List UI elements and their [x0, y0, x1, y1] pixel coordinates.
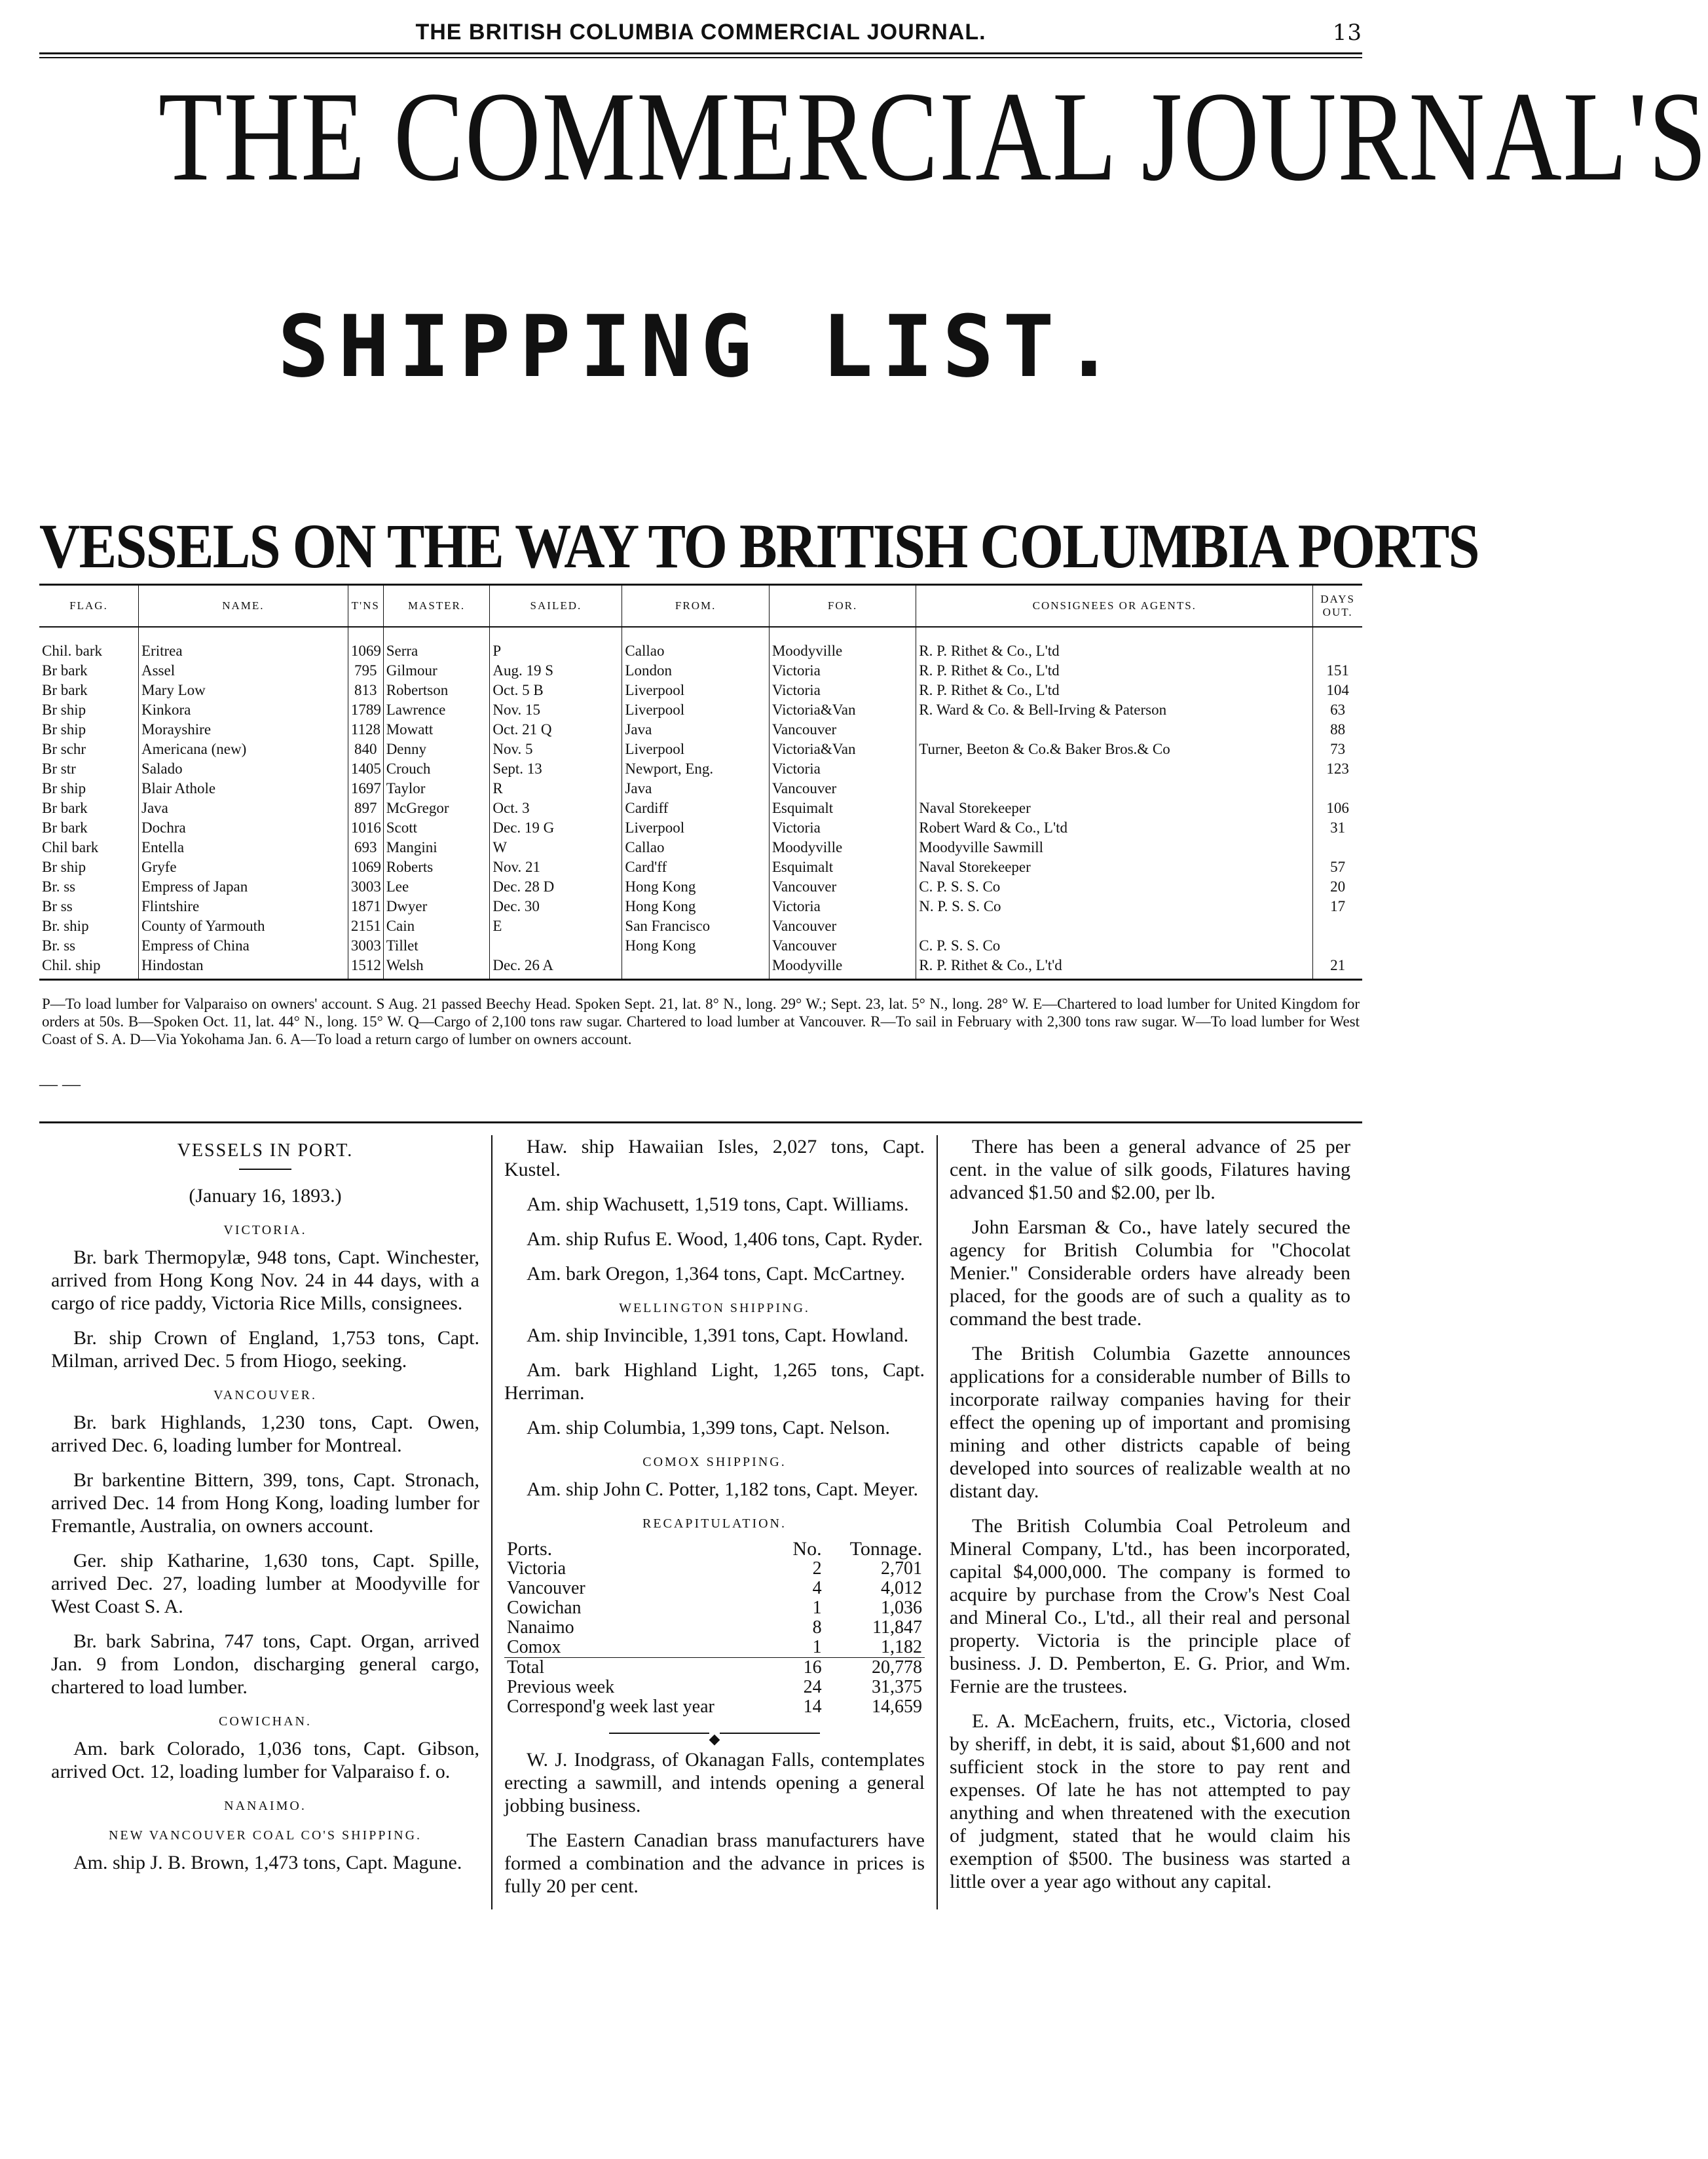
- table-cell: P: [490, 627, 622, 660]
- table-cell: Robertson: [383, 680, 490, 700]
- list-item: John Earsman & Co., have lately secured the agency for British Columbia for "Chocolat Menier." Considerable orders have already been placed, for the goods are of such a quality as to command the best trade.: [950, 1216, 1350, 1330]
- table-cell: Br bark: [42, 662, 88, 679]
- table-cell: [916, 778, 1313, 798]
- table-row: [39, 700, 1362, 719]
- table-row: [39, 660, 1362, 680]
- list-item: Am. bark Oregon, 1,364 tons, Capt. McCartney.: [527, 1263, 905, 1285]
- table-cell: Br ss: [42, 897, 73, 914]
- table-cell: 21: [1313, 955, 1362, 980]
- table-cell: Nov. 21: [490, 857, 622, 876]
- list-item: Am. bark Colorado, 1,036 tons, Capt. Gibson, arrived Oct. 12, loading lumber for Valparaiso f. o.: [51, 1738, 479, 1782]
- table-cell: Nov. 5: [490, 739, 622, 759]
- table-cell: Br. ss: [42, 878, 76, 895]
- article-columns: [39, 1135, 1362, 1909]
- table-cell: Hong Kong: [622, 935, 769, 955]
- table-cell: Mangini: [383, 837, 490, 857]
- table-cell: Java: [139, 798, 348, 817]
- column-vessels-in-port: [39, 1135, 491, 1909]
- victoria-heading: VICTORIA.: [223, 1223, 307, 1237]
- table-cell: Comox: [504, 1638, 780, 1658]
- list-item: The British Columbia Gazette announces applications for a considerable number of Bills to incorporate railway companies having for their effect the opening up of important and promising mining and other districts capable of being developed into sources of realizable wealth at no distant day.: [950, 1343, 1350, 1502]
- table-row: [39, 719, 1362, 739]
- table-cell: 8: [812, 1617, 822, 1638]
- short-rule: [239, 1169, 291, 1170]
- table-cell: Chil. bark: [42, 642, 102, 659]
- table-cell: Nov. 15: [490, 700, 622, 719]
- table-cell: 1789: [348, 700, 383, 719]
- table-cell: Lee: [383, 876, 490, 896]
- table-cell: Robert Ward & Co., L'td: [916, 817, 1313, 837]
- table-cell: Br. ship: [42, 917, 89, 934]
- diamond-rule: [504, 1726, 925, 1747]
- dash-separator: — —: [39, 1074, 81, 1095]
- vessels-heading: VESSELS ON THE WAY TO BRITISH COLUMBIA PORTS: [39, 511, 1479, 581]
- news-items: [950, 1135, 1350, 1893]
- table-cell: 795: [348, 660, 383, 680]
- column-news: [937, 1135, 1362, 1909]
- table-cell: Esquimalt: [769, 798, 916, 817]
- table-cell: 1512: [348, 955, 383, 980]
- table-cell: 20,778: [872, 1657, 922, 1678]
- list-item: The British Columbia Coal Petroleum and Mineral Company, L'td., has been incorporated, capital $4,000,000. The company is formed to acquire by purchase from the Crow's Nest Coal and Mineral Co., L'td., all their real and personal property. Victoria is the principle place of business. J. D. Pemberton, E. G. Prior, and Wm. Fernie are the trustees.: [950, 1515, 1350, 1697]
- table-cell: Aug. 19 S: [490, 660, 622, 680]
- table-cell: [1313, 837, 1362, 857]
- table-cell: No.: [792, 1538, 822, 1560]
- table-row: [504, 1678, 925, 1697]
- table-cell: Mary Low: [139, 680, 348, 700]
- table-cell: Vancouver: [769, 778, 916, 798]
- sub-title: SHIPPING LIST.: [278, 297, 1124, 396]
- column-header: FROM.: [622, 585, 769, 628]
- table-cell: 73: [1313, 739, 1362, 759]
- table-cell: Previous week: [507, 1677, 615, 1697]
- list-item: E. A. McEachern, fruits, etc., Victoria, closed by sheriff, in debt, it is said, about $1,600 and not sufficient stock in the store to pay rent and expenses. Of late he has not attempted to pay anything and when threatened with the execution of judgment, stated that he would claim his exemption of $500. The business was started a little over a year ago without any capital.: [950, 1710, 1350, 1892]
- list-item: Br. bark Thermopylæ, 948 tons, Capt. Winchester, arrived from Hong Kong Nov. 24 in 44 days, with a cargo of rice paddy, Victoria Rice Mills, consignees.: [51, 1247, 479, 1314]
- table-cell: Card'ff: [622, 857, 769, 876]
- table-cell: 63: [1313, 700, 1362, 719]
- table-cell: Java: [622, 719, 769, 739]
- list-item: Br. bark Highlands, 1,230 tons, Capt. Owen, arrived Dec. 6, loading lumber for Montreal.: [51, 1412, 479, 1456]
- table-cell: 3003: [348, 876, 383, 896]
- table-cell: 14: [803, 1697, 822, 1717]
- table-cell: Esquimalt: [769, 857, 916, 876]
- table-cell: 1697: [348, 778, 383, 798]
- table-cell: Nanaimo: [507, 1617, 574, 1638]
- table-cell: Liverpool: [622, 817, 769, 837]
- table-row: [39, 627, 1362, 660]
- table-cell: Roberts: [383, 857, 490, 876]
- table-cell: 840: [348, 739, 383, 759]
- table-cell: Victoria: [769, 660, 916, 680]
- victoria-entries: [51, 1246, 479, 1372]
- table-cell: R. P. Rithet & Co., L'td: [916, 680, 1313, 700]
- list-item: Haw. ship Hawaiian Isles, 2,027 tons, Capt. Kustel.: [504, 1136, 925, 1180]
- table-row: [39, 916, 1362, 935]
- table-cell: Naval Storekeeper: [916, 857, 1313, 876]
- table-row: [39, 955, 1362, 980]
- table-cell: Cardiff: [622, 798, 769, 817]
- table-cell: 106: [1313, 798, 1362, 817]
- table-cell: C. P. S. S. Co: [916, 876, 1313, 896]
- table-cell: Br bark: [42, 799, 88, 816]
- list-item: W. J. Inodgrass, of Okanagan Falls, contemplates erecting a sawmill, and intends opening a general jobbing business.: [504, 1749, 925, 1816]
- table-row: [39, 680, 1362, 700]
- table-cell: Dec. 19 G: [490, 817, 622, 837]
- list-item: Br barkentine Bittern, 399, tons, Capt. Stronach, arrived Dec. 14 from Hong Kong, loading lumber for Fremantle, Australia, on owners account.: [51, 1469, 479, 1537]
- table-cell: Hong Kong: [622, 876, 769, 896]
- table-row: [39, 817, 1362, 837]
- list-item: There has been a general advance of 25 per cent. in the value of silk goods, Filatures having advanced $1.50 and $2.00, per lb.: [950, 1136, 1350, 1203]
- running-head: [39, 20, 1362, 52]
- table-row: [39, 896, 1362, 916]
- table-cell: Sept. 13: [490, 759, 622, 778]
- table-cell: Turner, Beeton & Co.& Baker Bros.& Co: [916, 739, 1313, 759]
- table-cell: 1405: [348, 759, 383, 778]
- table-cell: Br bark: [42, 681, 88, 698]
- table-cell: Dec. 28 D: [490, 876, 622, 896]
- table-cell: [916, 916, 1313, 935]
- table-cell: 1,036: [881, 1598, 922, 1618]
- table-cell: Ports.: [507, 1538, 553, 1560]
- table-cell: Dec. 26 A: [490, 955, 622, 980]
- table-cell: Oct. 3: [490, 798, 622, 817]
- table-cell: C. P. S. S. Co: [916, 935, 1313, 955]
- table-cell: Oct. 21 Q: [490, 719, 622, 739]
- table-cell: Victoria: [769, 759, 916, 778]
- column-middle: [491, 1135, 937, 1909]
- table-row: [504, 1579, 925, 1598]
- table-row: [39, 798, 1362, 817]
- columns-rule: [39, 1121, 1362, 1123]
- table-cell: Moodyville: [769, 627, 916, 660]
- nanaimo-heading: NANAIMO.: [224, 1799, 306, 1813]
- table-cell: Vancouver: [769, 935, 916, 955]
- nanaimo-entries: [51, 1851, 479, 1874]
- table-cell: 693: [348, 837, 383, 857]
- table-cell: Taylor: [383, 778, 490, 798]
- table-cell: Vancouver: [769, 916, 916, 935]
- table-cell: [1313, 935, 1362, 955]
- header-rule-secondary: [39, 57, 1362, 58]
- table-cell: [1313, 778, 1362, 798]
- table-cell: 1128: [348, 719, 383, 739]
- table-cell: Cain: [383, 916, 490, 935]
- table-cell: Dec. 30: [490, 896, 622, 916]
- table-cell: Victoria: [769, 896, 916, 916]
- table-cell: Americana (new): [139, 739, 348, 759]
- table-cell: 4: [812, 1578, 822, 1598]
- table-cell: 3003: [348, 935, 383, 955]
- list-item: Am. bark Highland Light, 1,265 tons, Capt. Herriman.: [504, 1359, 925, 1404]
- column-header: DAYS OUT.: [1313, 585, 1362, 628]
- table-row: [504, 1559, 925, 1579]
- list-item: The Eastern Canadian brass manufacturers have formed a combination and the advance in prices is fully 20 per cent.: [504, 1830, 925, 1897]
- table-cell: 1069: [348, 627, 383, 660]
- table-cell: [1313, 627, 1362, 660]
- table-cell: R. Ward & Co. & Bell-Irving & Paterson: [916, 700, 1313, 719]
- table-row: [39, 837, 1362, 857]
- table-cell: Blair Athole: [139, 778, 348, 798]
- table-cell: Moodyville: [769, 955, 916, 980]
- table-cell: Br str: [42, 760, 76, 777]
- table-cell: Vancouver: [769, 719, 916, 739]
- table-cell: R: [490, 778, 622, 798]
- table-cell: [622, 955, 769, 980]
- table-row: [504, 1697, 925, 1717]
- table-cell: Flintshire: [139, 896, 348, 916]
- vessels-in-port-heading: VESSELS IN PORT.: [177, 1140, 354, 1161]
- table-cell: E: [490, 916, 622, 935]
- table-cell: Gryfe: [139, 857, 348, 876]
- table-cell: Crouch: [383, 759, 490, 778]
- table-cell: 123: [1313, 759, 1362, 778]
- table-cell: 2: [812, 1558, 822, 1579]
- column-header: SAILED.: [490, 585, 622, 628]
- table-cell: Gilmour: [383, 660, 490, 680]
- table-cell: Cowichan: [507, 1598, 582, 1618]
- table-cell: Vancouver: [507, 1578, 585, 1598]
- table-cell: Welsh: [383, 955, 490, 980]
- table-cell: Moodyville Sawmill: [916, 837, 1313, 857]
- recapitulation-table: [504, 1539, 925, 1717]
- table-row: [504, 1618, 925, 1638]
- table-cell: Hong Kong: [622, 896, 769, 916]
- table-row: [39, 739, 1362, 759]
- table-cell: Victoria: [507, 1558, 566, 1579]
- table-cell: Scott: [383, 817, 490, 837]
- cowichan-heading: COWICHAN.: [219, 1714, 312, 1729]
- vancouver-entries: [51, 1411, 479, 1699]
- table-cell: Br bark: [42, 819, 88, 836]
- table-cell: W: [490, 837, 622, 857]
- list-item: Am. ship John C. Potter, 1,182 tons, Capt. Meyer.: [527, 1478, 918, 1500]
- table-cell: 151: [1313, 660, 1362, 680]
- comox-heading: COMOX SHIPPING.: [642, 1455, 787, 1469]
- table-cell: Denny: [383, 739, 490, 759]
- table-row: [504, 1638, 925, 1658]
- table-cell: Victoria: [769, 680, 916, 700]
- new-vancouver-coal-heading: NEW VANCOUVER COAL CO'S SHIPPING.: [108, 1828, 422, 1843]
- table-cell: Empress of Japan: [139, 876, 348, 896]
- table-row: [504, 1658, 925, 1678]
- table-cell: 2151: [348, 916, 383, 935]
- table-cell: Br ship: [42, 858, 86, 875]
- report-date: (January 16, 1893.): [189, 1185, 342, 1207]
- table-cell: [916, 719, 1313, 739]
- list-item: Am. ship Rufus E. Wood, 1,406 tons, Capt. Ryder.: [527, 1228, 923, 1250]
- table-cell: Java: [622, 778, 769, 798]
- table-cell: 31: [1313, 817, 1362, 837]
- table-cell: 24: [803, 1677, 822, 1697]
- table-cell: 1: [812, 1598, 822, 1618]
- main-title: THE COMMERCIAL JOURNAL'S: [158, 66, 1708, 208]
- table-cell: Liverpool: [622, 680, 769, 700]
- list-item: Br. ship Crown of England, 1,753 tons, Capt. Milman, arrived Dec. 5 from Hiogo, seeking.: [51, 1327, 479, 1372]
- table-row: [39, 876, 1362, 896]
- table-cell: 1871: [348, 896, 383, 916]
- list-item: Am. ship Wachusett, 1,519 tons, Capt. Williams.: [527, 1193, 909, 1215]
- vessel-notes: P—To load lumber for Valparaiso on owners' account. S Aug. 21 passed Beechy Head. Spoken Sept. 21, lat. 8° N., long. 29° W.; Sept. 23, lat. 5° N., long. 28° W. E—Chartered to load lumber for United Kingdom for orders at 50s. B—Spoken Oct. 11, lat. 44° N., long. 15° W. Q—Cargo of 2,100 tons raw sugar. Chartered to load lumber at Vancouver. R—To sail in February with 2,300 tons raw sugar. W—To load lumber for West Coast of S. A. D—Via Yokohama Jan. 6. A—To load a return cargo of lumber on owners account.: [42, 996, 1360, 1047]
- table-cell: Hindostan: [139, 955, 348, 980]
- table-cell: 1069: [348, 857, 383, 876]
- list-item: Br. bark Sabrina, 747 tons, Capt. Organ, arrived Jan. 9 from London, discharging general cargo, chartered to load lumber.: [51, 1630, 479, 1698]
- table-cell: Correspond'g week last year: [507, 1697, 715, 1717]
- table-cell: Callao: [622, 627, 769, 660]
- table-cell: 20: [1313, 876, 1362, 896]
- table-cell: Tonnage.: [849, 1538, 922, 1560]
- table-cell: Br schr: [42, 740, 86, 757]
- table-cell: Br ship: [42, 779, 86, 797]
- table-cell: 1,182: [825, 1638, 925, 1658]
- table-cell: 104: [1313, 680, 1362, 700]
- list-item: Am. ship J. B. Brown, 1,473 tons, Capt. Magune.: [73, 1852, 462, 1873]
- table-cell: McGregor: [383, 798, 490, 817]
- table-cell: Tillet: [383, 935, 490, 955]
- table-cell: Victoria&Van: [769, 739, 916, 759]
- vancouver-heading: VANCOUVER.: [214, 1388, 317, 1402]
- middle-news-items: [504, 1748, 925, 1898]
- table-cell: Entella: [139, 837, 348, 857]
- table-cell: Br ship: [42, 701, 86, 718]
- table-cell: Newport, Eng.: [622, 759, 769, 778]
- table-cell: Serra: [383, 627, 490, 660]
- table-cell: 16: [803, 1657, 822, 1678]
- table-cell: Br ship: [42, 721, 86, 738]
- page-number: 13: [1332, 20, 1362, 46]
- list-item: Am. ship Columbia, 1,399 tons, Capt. Nelson.: [527, 1417, 890, 1438]
- column-header: FLAG.: [39, 585, 139, 628]
- table-cell: 1016: [348, 817, 383, 837]
- table-cell: Victoria: [769, 817, 916, 837]
- table-cell: Moodyville: [769, 837, 916, 857]
- table-row: [39, 759, 1362, 778]
- table-cell: Chil. ship: [39, 955, 139, 980]
- table-row: [39, 778, 1362, 798]
- table-cell: Lawrence: [383, 700, 490, 719]
- table-row: [39, 935, 1362, 955]
- column-header: MASTER.: [383, 585, 490, 628]
- table-cell: 897: [348, 798, 383, 817]
- table-cell: 57: [1313, 857, 1362, 876]
- newspaper-page: [39, 20, 1708, 1909]
- recapitulation-heading: RECAPITULATION.: [642, 1516, 787, 1531]
- column-header: NAME.: [139, 585, 348, 628]
- table-cell: 14,659: [872, 1697, 922, 1717]
- table-cell: Victoria&Van: [769, 700, 916, 719]
- table-cell: Total: [507, 1657, 545, 1678]
- table-cell: Salado: [139, 759, 348, 778]
- list-item: Ger. ship Katharine, 1,630 tons, Capt. Spille, arrived Dec. 27, loading lumber at Moodyville for West Coast S. A.: [51, 1550, 479, 1617]
- table-cell: 2,701: [881, 1558, 922, 1579]
- table-cell: Eritrea: [139, 627, 348, 660]
- vessels-table: [39, 584, 1362, 981]
- column-header: FOR.: [769, 585, 916, 628]
- table-cell: Kinkora: [139, 700, 348, 719]
- table-cell: 4,012: [881, 1578, 922, 1598]
- header-rule: [39, 52, 1362, 54]
- vessels-table-body: [39, 627, 1362, 980]
- cowichan-entries: [51, 1737, 479, 1783]
- table-row: [504, 1539, 925, 1559]
- wellington-entries: [504, 1324, 925, 1439]
- table-cell: Callao: [622, 837, 769, 857]
- table-cell: County of Yarmouth: [139, 916, 348, 935]
- table-cell: Liverpool: [622, 739, 769, 759]
- table-cell: 31,375: [872, 1677, 922, 1697]
- table-cell: 1: [780, 1638, 825, 1658]
- table-cell: Naval Storekeeper: [916, 798, 1313, 817]
- table-cell: San Francisco: [622, 916, 769, 935]
- nanaimo-continued-entries: [504, 1135, 925, 1285]
- table-cell: Chil bark: [42, 838, 99, 855]
- table-cell: Assel: [139, 660, 348, 680]
- table-cell: Oct. 5 B: [490, 680, 622, 700]
- table-cell: [916, 759, 1313, 778]
- diamond-ornament: ◆: [709, 1731, 720, 1747]
- table-cell: [490, 935, 622, 955]
- table-cell: R. P. Rithet & Co., L'td: [916, 660, 1313, 680]
- table-cell: Liverpool: [622, 700, 769, 719]
- table-row: [39, 857, 1362, 876]
- comox-entries: [504, 1478, 925, 1501]
- table-cell: Dochra: [139, 817, 348, 837]
- column-header: CONSIGNEES OR AGENTS.: [916, 585, 1313, 628]
- table-cell: 813: [348, 680, 383, 700]
- table-cell: Dwyer: [383, 896, 490, 916]
- column-header: T'NS: [348, 585, 383, 628]
- table-cell: 11,847: [872, 1617, 922, 1638]
- table-cell: Morayshire: [139, 719, 348, 739]
- table-row: [504, 1598, 925, 1618]
- wellington-heading: WELLINGTON SHIPPING.: [619, 1301, 810, 1315]
- table-cell: 88: [1313, 719, 1362, 739]
- running-title: THE BRITISH COLUMBIA COMMERCIAL JOURNAL.: [415, 20, 986, 45]
- table-cell: N. P. S. S. Co: [916, 896, 1313, 916]
- table-cell: Mowatt: [383, 719, 490, 739]
- table-cell: London: [622, 660, 769, 680]
- table-cell: [1313, 916, 1362, 935]
- table-cell: Br. ss: [42, 937, 76, 954]
- list-item: Am. ship Invincible, 1,391 tons, Capt. Howland.: [527, 1324, 909, 1346]
- vessels-table-header: [39, 585, 1362, 628]
- table-cell: Empress of China: [139, 935, 348, 955]
- table-cell: Vancouver: [769, 876, 916, 896]
- table-cell: 17: [1313, 896, 1362, 916]
- table-cell: R. P. Rithet & Co., L't'd: [916, 955, 1313, 980]
- table-cell: R. P. Rithet & Co., L'td: [916, 627, 1313, 660]
